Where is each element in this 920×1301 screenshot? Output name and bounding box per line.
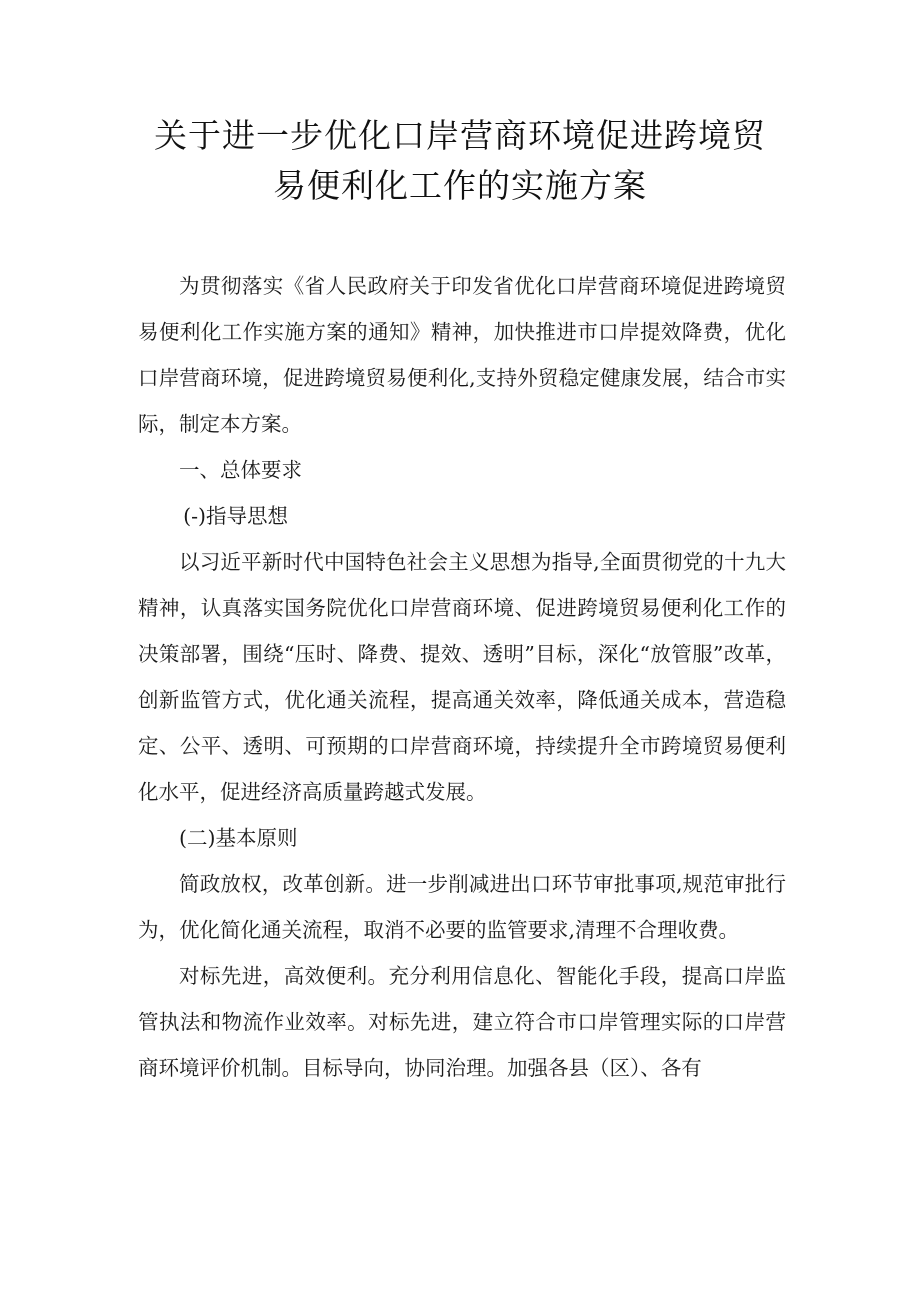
subsection-heading-basic-principles: (二)基本原则 xyxy=(179,826,298,850)
section-heading-general-requirements: 一、总体要求 xyxy=(179,458,302,482)
intro-paragraph: 为贯彻落实《省人民政府关于印发省优化口岸营商环境促进跨境贸易便利化工作实施方案的通知》精神，加快推进市口岸提效降费，优化口岸营商环境，促进跨境贸易便利化,支持外贸稳定健康发展，结合市实际，制定本方案。 xyxy=(138,274,786,436)
guiding-ideology-paragraph: 以习近平新时代中国特色社会主义思想为指导,全面贯彻党的十九大精神，认真落实国务院优化口岸营商环境、促进跨境贸易便利化工作的决策部署，围绕“压时、降费、提效、透明”目标，深化“放管服”改革，创新监管方式，优化通关流程，提高通关效率，降低通关成本，营造稳定、公平、透明、可预期的口岸营商环境，持续提升全市跨境贸易便利化水平，促进经济高质量跨越式发展。 xyxy=(138,550,786,804)
subsection-heading-guiding-ideology: (-)指导思想 xyxy=(183,504,289,528)
document-body xyxy=(138,263,786,1091)
document-title-line-1: 关于进一步优化口岸营商环境促进跨境贸 xyxy=(154,116,766,155)
principle-paragraph-2: 对标先进，高效便利。充分利用信息化、智能化手段，提高口岸监管执法和物流作业效率。对标先进，建立符合市口岸管理实际的口岸营商环境评价机制。目标导向，协同治理。加强各县（区）、各有 xyxy=(138,964,786,1080)
principle-paragraph-1: 简政放权，改革创新。进一步削减进出口环节审批事项,规范审批行为，优化简化通关流程，取消不必要的监管要求,清理不合理收费。 xyxy=(138,872,786,942)
document-title-line-2: 易便利化工作的实施方案 xyxy=(273,166,647,205)
